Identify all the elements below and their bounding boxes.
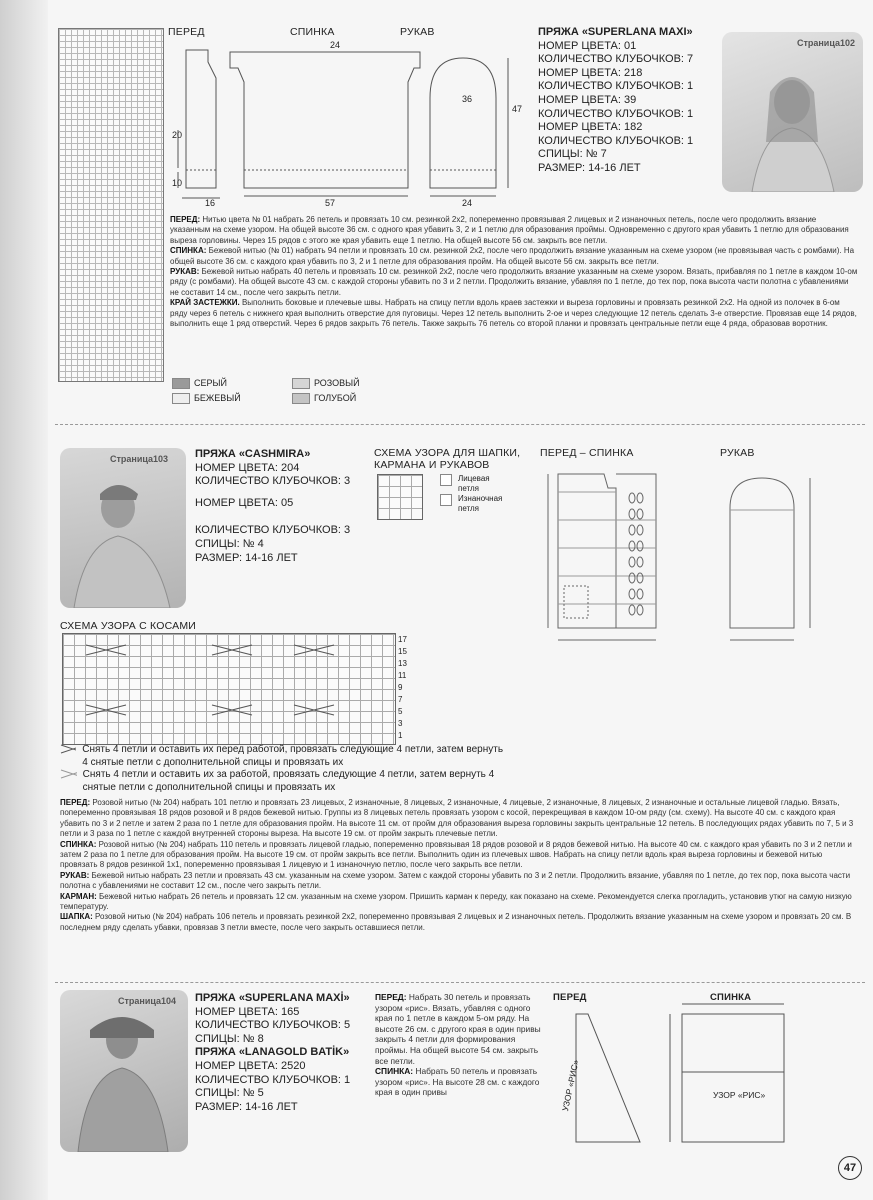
schematic-diagrams-1 <box>168 38 528 208</box>
front-outline-3 <box>576 1014 640 1142</box>
instr-back-2: СПИНКА: Розовой нитью (№ 204) набрать 110 петель и провязать лицевой гладью, попеременно провязывая 18 рядов розовой и 8 рядов бежевой нитью. На высоте 40 см. с каждого края убавить по 3 и 2 петли и затем 2 раза по 1 петле для образования пройм. На высоте 19 см. от пройм закрыть все петли. Выполнить один из плечевых швов. Набрать на спицу петли вдоль края выреза горловины и бежевой нитью провязать 8 рядов резинкой 1х1, попеременно провязывая 1 лицевую и 1 изнаночную петлю, после чего закрыть все петли. <box>60 839 852 870</box>
sleeve-outline-2 <box>730 478 794 628</box>
page-number: 47 <box>838 1156 862 1180</box>
yarn-title-3b: ПРЯЖА «LANAGOLD BATİK» <box>195 1046 350 1059</box>
yarn-line: НОМЕР ЦВЕТА: 2520 <box>195 1059 306 1072</box>
page-ref-102: Страница102 <box>796 38 855 48</box>
yarn-line: РАЗМЕР: 14-16 ЛЕТ <box>538 161 641 174</box>
yarn-line: КОЛИЧЕСТВО КЛУБОЧКОВ: 5 <box>195 1019 351 1032</box>
dim-16: 16 <box>205 198 216 208</box>
yarn-line: СПИЦЫ: № 8 <box>195 1032 264 1045</box>
dim-24-top: 24 <box>330 40 341 50</box>
dim-47: 47 <box>512 104 523 114</box>
instr-back: СПИНКА: Бежевой нитью (№ 01) набрать 94 петли и провязать 10 см. резинкой 2х2, после чего продолжить вязание указанным на схеме узором (не провязывая часть с ромбами). На общей высоте 36 см. с каждого края убавить по 3, 2 и 1 петле для образования пройм. На общей высоте 56 см. закрыть все петли. <box>170 246 855 266</box>
sleeve-piece-outline <box>430 58 496 188</box>
yarn-line: СПИЦЫ: № 4 <box>195 537 264 550</box>
dim-10: 10 <box>172 178 183 188</box>
cable-front-icon <box>60 744 76 754</box>
schematic-diagrams-3 <box>560 1002 820 1152</box>
yarn-info-2 <box>195 448 370 565</box>
legend-beige: БЕЖЕВЫЙ <box>194 393 241 403</box>
instr-placket: КРАЙ ЗАСТЕЖКИ. Выполнить боковые и плечевые швы. Набрать на спицу петли вдоль краев застежки и выреза горловины и провязать резинкой 2х2. На одной из полочек в 6-ом ряду через 6 петель с нижнего края выполнить отверстие для пуговицы. Через 12 петель выполнить 2-ое и через следующие 12 петель сделать 3-е отверстие. Провязав еще 14 рядов, выполнить еще 1 ряд отверстий. Через 6 рядов закрыть 76 петель. Также закрыть 76 петель со второй планки и провязать центральные петли еще 4 ряда, образовав воротник. <box>170 298 857 329</box>
front-piece-outline <box>186 50 216 188</box>
purl-swatch <box>440 494 452 506</box>
swatch-gray <box>172 378 190 389</box>
yarn-line: НОМЕР ЦВЕТА: 39 <box>538 93 637 106</box>
page-ref-104: Страница104 <box>118 996 177 1006</box>
instr-back-3: СПИНКА: Набрать 50 петель и провязать узором «рис». На высоте 28 см. с каждого края в один привы <box>375 1066 540 1098</box>
instr-front-3: ПЕРЕД: Набрать 30 петель и провязать узором «рис». Вязать, убавляя с одного края по 1 петле в каждом 5-ом ряду. На высоте 26 см. с другого края в один привы закрыть 4 петли для формирования проймы. На общей высоте 54 см. закрыть все петли. <box>375 992 541 1066</box>
legend-pink: РОЗОВЫЙ <box>314 378 360 388</box>
color-legend-1 <box>172 376 241 406</box>
label-back: СПИНКА <box>290 26 335 38</box>
color-legend-2 <box>292 376 360 406</box>
label-back-3: СПИНКА <box>710 992 752 1003</box>
yarn-line: КОЛИЧЕСТВО КЛУБОЧКОВ: 1 <box>195 1073 351 1086</box>
section-divider-1 <box>55 424 865 426</box>
yarn-line: НОМЕР ЦВЕТА: 182 <box>538 121 643 134</box>
section-divider-2 <box>55 982 865 984</box>
model-photo-102 <box>722 32 863 192</box>
yarn-line: НОМЕР ЦВЕТА: 01 <box>538 39 637 52</box>
instructions-2 <box>60 798 858 933</box>
pattern-label-vertical: УЗОР «РИС» <box>560 1058 581 1113</box>
model-silhouette <box>722 32 863 192</box>
diamond-pattern-chart <box>58 28 164 382</box>
yarn-info-1 <box>538 26 718 176</box>
stitch-legend: Лицевая петля Изнаночная петля <box>440 474 502 513</box>
yarn-line: СПИЦЫ: № 7 <box>538 148 607 161</box>
pattern-label-back: УЗОР «РИС» <box>713 1090 766 1100</box>
yarn-line: КОЛИЧЕСТВО КЛУБОЧКОВ: 3 <box>195 524 351 537</box>
hat-pattern-chart <box>377 474 423 520</box>
yarn-title-1: ПРЯЖА «SUPERLANA MAXI» <box>538 26 693 38</box>
cable-front-row: Снять 4 петли и оставить их перед работой, провязать следующие 4 петли, затем вернуть 4 снятые петли с дополнительной спицы и провязать их <box>60 744 510 769</box>
instr-pocket-2: КАРМАН: Бежевой нитью набрать 26 петель и провязать 12 см. указанным на схеме узором. Пришить карман к переду, как показано на схеме. Рекомендуется слегка прогладить, установив утюг на самую низкую температуру. <box>60 891 852 912</box>
yarn-title-3a: ПРЯЖА «SUPERLANA MAXİ» <box>195 992 350 1004</box>
yarn-line: КОЛИЧЕСТВО КЛУБОЧКОВ: 1 <box>538 80 694 93</box>
legend-gray: СЕРЫЙ <box>194 378 227 388</box>
yarn-line: КОЛИЧЕСТВО КЛУБОЧКОВ: 1 <box>538 134 694 147</box>
instr-front-2: ПЕРЕД: Розовой нитью (№ 204) набрать 101 петлю и провязать 23 лицевых, 2 изнаночные, 8 лицевых, 2 изнаночные, 4 лицевые, 2 изнаночные, 8 лицевых, 2 изнаночные и остальные лицевой гладью. Вязать, попеременно провязывая 18 рядов розовой и 8 рядов бежевой нитью. Группы из 8 лицевых петель провязать узором с косой, перекрещивая в каждом 10-ом ряду (см. схему). На высоте 40 см. с каждого края убавить по 3 и 2 петле и затем 2 раза по 1 петле для образования пройм. На высоте 11 см. от пройм для образования выреза горловины закрыть центральные 12 петель. В последующих рядах убавить по 7, 5 и 3 петли и 3 раза по 1 петле с каждой внутренней стороны выреза. На высоте 19 см. от пройм закрыть плечевые петли. <box>60 798 854 839</box>
schematic-diagrams-2 <box>540 458 860 673</box>
yarn-line: КОЛИЧЕСТВО КЛУБОЧКОВ: 7 <box>538 53 694 66</box>
page-gutter <box>0 0 48 1200</box>
yarn-line: КОЛИЧЕСТВО КЛУБОЧКОВ: 3 <box>195 475 351 488</box>
yarn-line: РАЗМЕР: 14-16 ЛЕТ <box>195 1100 298 1113</box>
yarn-info-3 <box>195 992 370 1114</box>
instructions-1 <box>170 215 858 329</box>
yarn-title-2: ПРЯЖА «CASHMIRA» <box>195 448 311 460</box>
page-ref-103: Страница103 <box>110 454 169 464</box>
yarn-line: НОМЕР ЦВЕТА: 218 <box>538 66 643 79</box>
cable-back-icon <box>60 769 77 779</box>
instr-sleeve: РУКАВ: Бежевой нитью набрать 40 петель и провязать 10 см. резинкой 2х2, после чего продолжить вязание указанным на схеме узором. Вязать, прибавляя по 1 петле в каждом 10-ом ряду (с ромбами). На общей высоте 43 см. с каждой стороны убавить по 3 и 2 петли. Продолжить вязание, убавляя по 1 петле, до тех пор, пока высота части полотна с убавлениями не составит 14 см., после чего закрыть петли. <box>170 267 858 297</box>
braid-chart-title: СХЕМА УЗОРА С КОСАМИ <box>60 620 197 632</box>
scheme-title: СХЕМА УЗОРА ДЛЯ ШАПКИ, КАРМАНА И РУКАВОВ <box>374 447 521 471</box>
yarn-line: НОМЕР ЦВЕТА: 165 <box>195 1005 300 1018</box>
model-silhouette <box>60 448 186 608</box>
legend-blue: ГОЛУБОЙ <box>314 393 357 403</box>
instr-hat-2: ШАПКА: Розовой нитью (№ 204) набрать 106 петель и провязать резинкой 2х2, попеременно провязывая 2 лицевых и 2 изнаночных петель. Продолжить вязание указанным на схеме узором и провязать 20 см. В последнем ряду сделать убавки, провязав 3 петли вместе, после чего закрыть оставшиеся петли. <box>60 912 852 932</box>
cable-back-row: Снять 4 петли и оставить их за работой, провязать следующие 4 петли, затем вернуть 4 снятые петли с дополнительной спицы и провязать их <box>60 769 510 794</box>
braid-crossings <box>62 633 394 743</box>
dim-36: 36 <box>462 94 473 104</box>
back-outline-3 <box>682 1014 784 1142</box>
swatch-blue <box>292 393 310 404</box>
swatch-pink <box>292 378 310 389</box>
dim-57: 57 <box>325 198 336 208</box>
label-front-back: ПЕРЕД – СПИНКА <box>540 447 634 459</box>
row-numbers: 17 15 13 11 9 7 5 3 1 <box>398 635 407 740</box>
instr-front: ПЕРЕД: Нитью цвета № 01 набрать 26 петель и провязать 10 см. резинкой 2х2, попеременно провязывая 2 лицевых и 2 изнаночных петель, после чего продолжить вязание указанным на схеме узором. На общей высоте 36 см. с одного края убавить 3, 2 и 1 петлю для образования проймы. Одновременно с другого края убавить 1 петлю для образования выреза горловины. Через 15 рядов с этого же края убавить еще 1 петлю. На общей высоте 56 см. закрыть все петли. <box>170 215 849 245</box>
model-photo-104 <box>60 990 188 1152</box>
back-piece-outline <box>230 52 420 188</box>
label-front-3: ПЕРЕД <box>553 992 587 1003</box>
yarn-line: РАЗМЕР: 14-16 ЛЕТ <box>195 551 298 564</box>
pocket-outline <box>564 586 588 618</box>
dim-24-sleeve: 24 <box>462 198 473 208</box>
label-front: ПЕРЕД <box>168 26 205 38</box>
dim-20: 20 <box>172 130 183 140</box>
yarn-line: СПИЦЫ: № 5 <box>195 1087 264 1100</box>
instructions-3 <box>375 992 543 1098</box>
front-back-outline <box>558 474 616 628</box>
label-sleeve: РУКАВ <box>400 26 435 38</box>
instr-sleeve-2: РУКАВ: Бежевой нитью набрать 23 петли и провязать 43 см. указанным на схеме узором. Затем с каждой стороны убавить по 3 и 2 петли. Продолжить вязание, убавляя по 1 петле, до тех пор, пока высота части полотна с убавлениями не составит 12 см., после чего закрыть петли. <box>60 870 851 891</box>
yarn-line: НОМЕР ЦВЕТА: 204 <box>195 461 300 474</box>
knit-swatch <box>440 474 452 486</box>
model-silhouette <box>60 990 188 1152</box>
label-sleeve-2: РУКАВ <box>720 447 755 459</box>
yarn-line: КОЛИЧЕСТВО КЛУБОЧКОВ: 1 <box>538 107 694 120</box>
yarn-line: НОМЕР ЦВЕТА: 05 <box>195 496 294 509</box>
model-photo-103 <box>60 448 186 608</box>
cable-symbols <box>60 744 510 794</box>
swatch-beige <box>172 393 190 404</box>
